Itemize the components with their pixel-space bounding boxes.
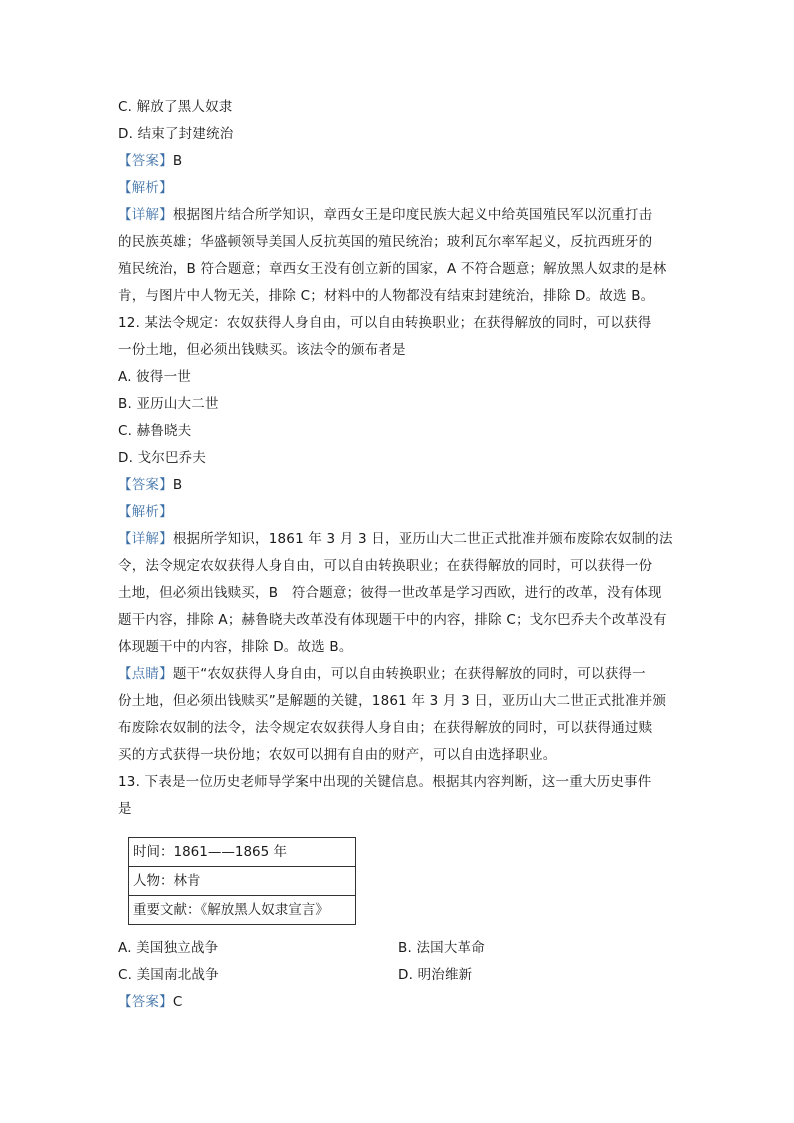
q13-info-table [128,837,356,925]
table-row [129,896,356,925]
tip-line: 买的方式获得一块份地；农奴可以拥有自由的财产，可以自由选择职业。 [118,747,557,763]
q13-stem-line: 13. 下表是一位历史老师导学案中出现的关键信息。根据其内容判断，这一重大历史事件 [118,774,652,790]
q12-analysis-heading [118,499,678,526]
detail-line: 根据所学知识，1861 年 3 月 3 日，亚历山大二世正式批准并颁布废除农奴制的法 [172,531,673,547]
detail-line: 根据图片结合所学知识，章西女王是印度民族大起义中给英国殖民军以沉重打击 [172,207,653,223]
analysis-tag: 【解析】 [118,180,173,196]
table-cell: 时间：1861——1865 年 [129,838,356,867]
tip-line: 份土地，但必须出钱赎买”是解题的关键，1861 年 3 月 3 日，亚历山大二世正式批准并颁 [118,693,667,709]
q11-detail [118,202,678,310]
q12-stem-line: 一份土地，但必须出钱赎买。该法令的颁布者是 [118,342,406,358]
q12-stem-line: 12. 某法令规定：农奴获得人身自由，可以自由转换职业；在获得解放的同时，可以获得 [118,315,652,331]
detail-line: 肯，与图片中人物无关，排除 C；材料中的人物都没有结束封建统治，排除 D。故选 B。 [118,288,655,304]
q12-detail [118,526,678,661]
q13-options-row [118,935,678,962]
answer-tag: 【答案】 [118,153,173,169]
q13-stem-line: 是 [118,801,132,817]
q12-answer [118,472,678,499]
detail-line: 殖民统治，B 符合题意；章西女王没有创立新的国家，A 不符合题意；解放黑人奴隶的是林 [118,261,667,277]
tip-tag: 【点睛】 [118,666,173,682]
q13-option-d: D. 明治维新 [398,967,473,983]
q12-option-a: A. 彼得一世 [118,369,191,385]
q13-answer [118,989,678,1016]
q12-tip [118,661,678,769]
answer-tag: 【答案】 [118,477,173,493]
document-page [118,94,678,1016]
table-cell: 重要文献：《解放黑人奴隶宣言》 [129,896,356,925]
q13-option-b: B. 法国大革命 [398,940,485,956]
detail-line: 体现题干中的内容，排除 D。故选 B。 [118,639,353,655]
answer-value: B [172,477,183,493]
q11-analysis-heading [118,175,678,202]
analysis-tag: 【解析】 [118,504,173,520]
table-cell: 人物：林肯 [129,867,356,896]
detail-line: 的民族英雄；华盛顿领导美国人反抗英国的殖民统治；玻利瓦尔率军起义，反抗西班牙的 [118,234,653,250]
q11-option-c: C. 解放了黑人奴隶 [118,99,233,115]
answer-value: B [172,153,183,169]
answer-tag: 【答案】 [118,994,173,1010]
q13-option-c: C. 美国南北战争 [118,967,219,983]
detail-line: 题干内容，排除 A；赫鲁晓夫改革没有体现题干中的内容，排除 C；戈尔巴乔夫个改革没有 [118,612,667,628]
table-row [129,838,356,867]
table-row [129,867,356,896]
tip-line: 布废除农奴制的法令，法令规定农奴获得人身自由；在获得解放的同时，可以获得通过赎 [118,720,653,736]
detail-line: 土地，但必须出钱赎买，B 符合题意；彼得一世改革是学习西欧，进行的改革，没有体现 [118,585,662,601]
detail-tag: 【详解】 [118,207,173,223]
q11-option-d: D. 结束了封建统治 [118,126,234,142]
q11-answer [118,148,678,175]
q12-option-c: C. 赫鲁晓夫 [118,423,192,439]
tip-line: 题干“农奴获得人身自由，可以自由转换职业；在获得解放的同时，可以获得一 [172,666,646,682]
answer-value: C [172,994,183,1010]
q12-option-d: D. 戈尔巴乔夫 [118,450,207,466]
detail-tag: 【详解】 [118,531,173,547]
q13-options-row [118,962,678,989]
q12-option-b: B. 亚历山大二世 [118,396,219,412]
q13-option-a: A. 美国独立战争 [118,940,219,956]
detail-line: 令，法令规定农奴获得人身自由，可以自由转换职业；在获得解放的同时，可以获得一份 [118,558,653,574]
